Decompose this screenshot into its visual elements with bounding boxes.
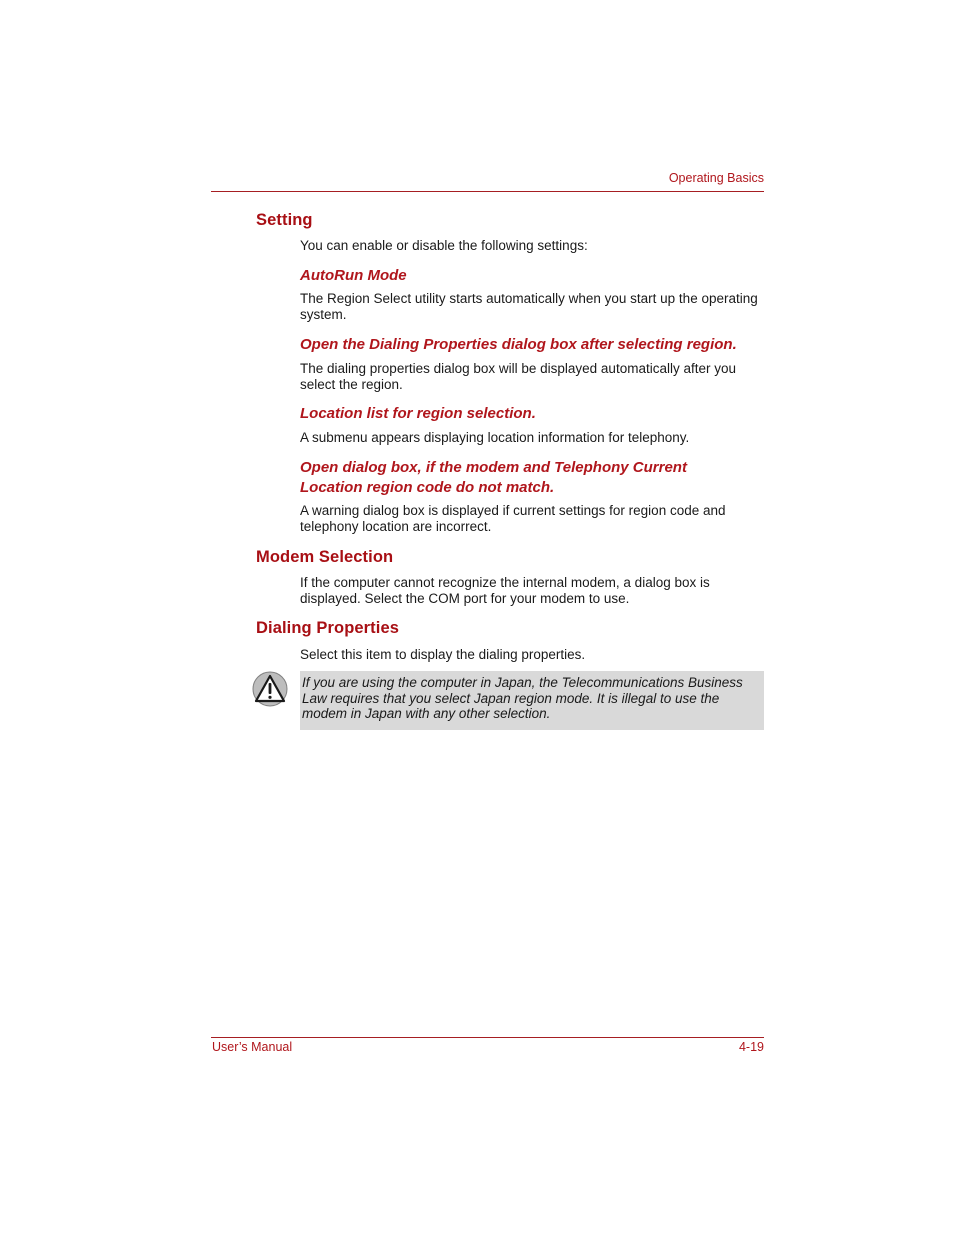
footer-manual-title: User’s Manual bbox=[212, 1040, 293, 1054]
subheading-open-dialing-properties: Open the Dialing Properties dialog box after selecting region. bbox=[300, 336, 737, 353]
subheading-location-list: Location list for region selection. bbox=[300, 405, 536, 422]
section-heading-setting: Setting bbox=[256, 211, 313, 229]
modem-selection-description: If the computer cannot recognize the internal modem, a dialog box is displayed. Select the COM port for your modem to use. bbox=[300, 575, 710, 606]
location-list-description: A submenu appears displaying location information for telephony. bbox=[300, 430, 690, 445]
warning-icon bbox=[252, 671, 288, 707]
section-heading-dialing-properties: Dialing Properties bbox=[256, 619, 400, 637]
open-dialog-box-description: A warning dialog box is displayed if current settings for region code and telephony location are incorrect. bbox=[300, 503, 726, 534]
footer-rule bbox=[211, 1037, 764, 1038]
warning-note-box bbox=[300, 671, 764, 730]
subheading-autorun-mode: AutoRun Mode bbox=[300, 267, 407, 284]
dialing-properties-description: Select this item to display the dialing properties. bbox=[300, 647, 586, 662]
autorun-mode-description: The Region Select utility starts automatically when you start up the operating system. bbox=[300, 291, 758, 322]
warning-note-text: If you are using the computer in Japan, the Telecommunications Business Law requires that you select Japan region mode. It is illegal to use the modem in Japan with any other selection. bbox=[302, 675, 743, 721]
subheading-open-dialog-box-line2: Location region code do not match. bbox=[300, 479, 555, 496]
open-dialing-properties-description: The dialing properties dialog box will be displayed automatically after you select the region. bbox=[300, 361, 736, 392]
section-heading-modem-selection: Modem Selection bbox=[256, 548, 394, 566]
subheading-open-dialog-box-line1: Open dialog box, if the modem and Telephony Current bbox=[300, 459, 687, 476]
header-rule bbox=[211, 191, 764, 192]
running-header: Operating Basics bbox=[668, 171, 764, 185]
setting-intro: You can enable or disable the following settings: bbox=[300, 238, 588, 253]
footer-page-number: 4-19 bbox=[738, 1040, 764, 1054]
